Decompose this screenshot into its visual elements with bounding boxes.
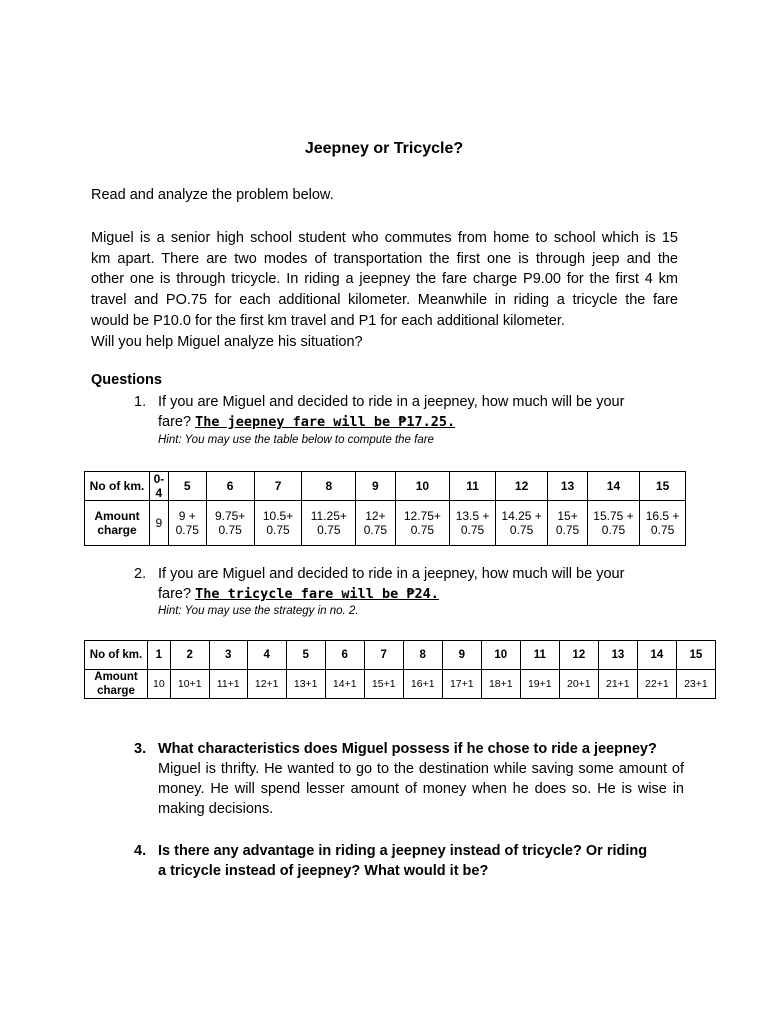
km-cell: 10 <box>395 472 450 501</box>
paragraph-line: km apart. There are two modes of transportation the first one is through jeep and the <box>91 250 678 267</box>
km-cell: 11 <box>520 641 559 670</box>
paragraph-line: Miguel is a senior high school student who commutes from home to school which is 15 <box>91 230 678 246</box>
amount-cell: 22+1 <box>637 670 676 699</box>
question-number: 3. <box>134 741 147 757</box>
amount-cell: 18+1 <box>481 670 520 699</box>
km-cell: 3 <box>209 641 247 670</box>
km-cell: 14 <box>637 641 676 670</box>
amount-cell: 23+1 <box>676 670 715 699</box>
hint-text: Hint: You may use the strategy in no. 2. <box>158 605 359 617</box>
question-answer: The jeepney fare will be ₱17.25. <box>195 414 456 430</box>
question-text-cont: fare? <box>158 586 192 602</box>
amount-cell: 10.5+ 0.75 <box>254 501 302 546</box>
paragraph-line: travel and PO.75 for each additional kilometer. Meanwhile in riding a tricycle the fare <box>91 292 678 309</box>
help-line: Will you help Miguel analyze his situation? <box>91 333 363 350</box>
km-cell: 10 <box>481 641 520 670</box>
km-cell: 1 <box>148 641 171 670</box>
amount-cell: 20+1 <box>559 670 598 699</box>
amount-cell: 11+1 <box>209 670 247 699</box>
amount-cell: 12+ 0.75 <box>356 501 395 546</box>
page-title: Jeepney or Tricycle? <box>304 140 464 157</box>
km-cell: 6 <box>206 472 254 501</box>
km-cell: 15 <box>676 641 715 670</box>
km-cell: 4 <box>247 641 286 670</box>
hint-text: Hint: You may use the table below to compute the fare <box>158 434 434 446</box>
amount-cell: 15.75 + 0.75 <box>587 501 639 546</box>
amount-cell: 14+1 <box>325 670 364 699</box>
amount-cell: 12+1 <box>247 670 286 699</box>
amount-cell: 17+1 <box>442 670 481 699</box>
intro-text: Read and analyze the problem below. <box>91 187 334 203</box>
question-number: 2. <box>134 566 147 582</box>
amount-cell: 16+1 <box>403 670 442 699</box>
km-cell: 13 <box>598 641 637 670</box>
km-cell: 12 <box>559 641 598 670</box>
question-answer: The tricycle fare will be ₱24. <box>195 586 439 602</box>
km-cell: 13 <box>548 472 587 501</box>
amount-cell: 12.75+ 0.75 <box>395 501 450 546</box>
km-cell: 6 <box>325 641 364 670</box>
amount-cell: 9 <box>150 501 169 546</box>
km-cell: 11 <box>450 472 496 501</box>
km-cell: 9 <box>442 641 481 670</box>
row-label: No of km. <box>85 472 150 501</box>
amount-cell: 19+1 <box>520 670 559 699</box>
amount-cell: 10 <box>148 670 171 699</box>
paragraph-line: other one is through tricycle. In riding a jeepney the fare charge P9.00 for the first 4 km <box>91 271 678 288</box>
row-label: Amount charge <box>85 670 148 699</box>
question-2 <box>134 564 684 604</box>
km-cell: 5 <box>286 641 325 670</box>
amount-cell: 14.25 + 0.75 <box>495 501 547 546</box>
amount-cell: 9 + 0.75 <box>168 501 206 546</box>
question-number: 1. <box>134 394 147 410</box>
amount-cell: 10+1 <box>170 670 209 699</box>
tricycle-fare-table <box>84 640 716 699</box>
question-1 <box>134 392 684 432</box>
paragraph-line: would be P10.0 for the first km travel and P1 for each additional kilometer. <box>91 312 565 329</box>
km-cell: 7 <box>364 641 403 670</box>
km-cell: 8 <box>302 472 356 501</box>
km-cell: 9 <box>356 472 395 501</box>
question-text-cont: fare? <box>158 414 192 430</box>
amount-cell: 15+1 <box>364 670 403 699</box>
jeepney-fare-table <box>84 471 686 546</box>
amount-cell: 15+ 0.75 <box>548 501 587 546</box>
km-cell: 7 <box>254 472 302 501</box>
question-4 <box>134 841 654 881</box>
amount-cell: 13.5 + 0.75 <box>450 501 496 546</box>
amount-cell: 21+1 <box>598 670 637 699</box>
km-cell: 12 <box>495 472 547 501</box>
row-label: Amount charge <box>85 501 150 546</box>
question-text: What characteristics does Miguel possess if he chose to ride a jeepney? <box>158 741 657 757</box>
km-cell: 2 <box>170 641 209 670</box>
km-cell: 15 <box>640 472 686 501</box>
row-label: No of km. <box>85 641 148 670</box>
question-text: Is there any advantage in riding a jeepney instead of tricycle? Or riding a tricycle instead of jeepney? What would it be? <box>158 843 648 879</box>
amount-cell: 16.5 + 0.75 <box>640 501 686 546</box>
km-cell: 0-4 <box>150 472 169 501</box>
amount-cell: 11.25+ 0.75 <box>302 501 356 546</box>
question-3 <box>134 739 684 819</box>
question-text: If you are Miguel and decided to ride in a jeepney, how much will be your <box>158 566 625 582</box>
question-text: If you are Miguel and decided to ride in a jeepney, how much will be your <box>158 394 625 410</box>
km-cell: 14 <box>587 472 639 501</box>
km-cell: 5 <box>168 472 206 501</box>
question-answer: Miguel is thrifty. He wanted to go to the destination while saving some amount of money. He will spend lesser amount of money when he does so. He is wise in making decisions. <box>158 761 684 817</box>
questions-heading: Questions <box>91 372 162 388</box>
km-cell: 8 <box>403 641 442 670</box>
amount-cell: 9.75+ 0.75 <box>206 501 254 546</box>
problem-paragraph <box>91 228 678 352</box>
amount-cell: 13+1 <box>286 670 325 699</box>
question-number: 4. <box>134 843 147 859</box>
